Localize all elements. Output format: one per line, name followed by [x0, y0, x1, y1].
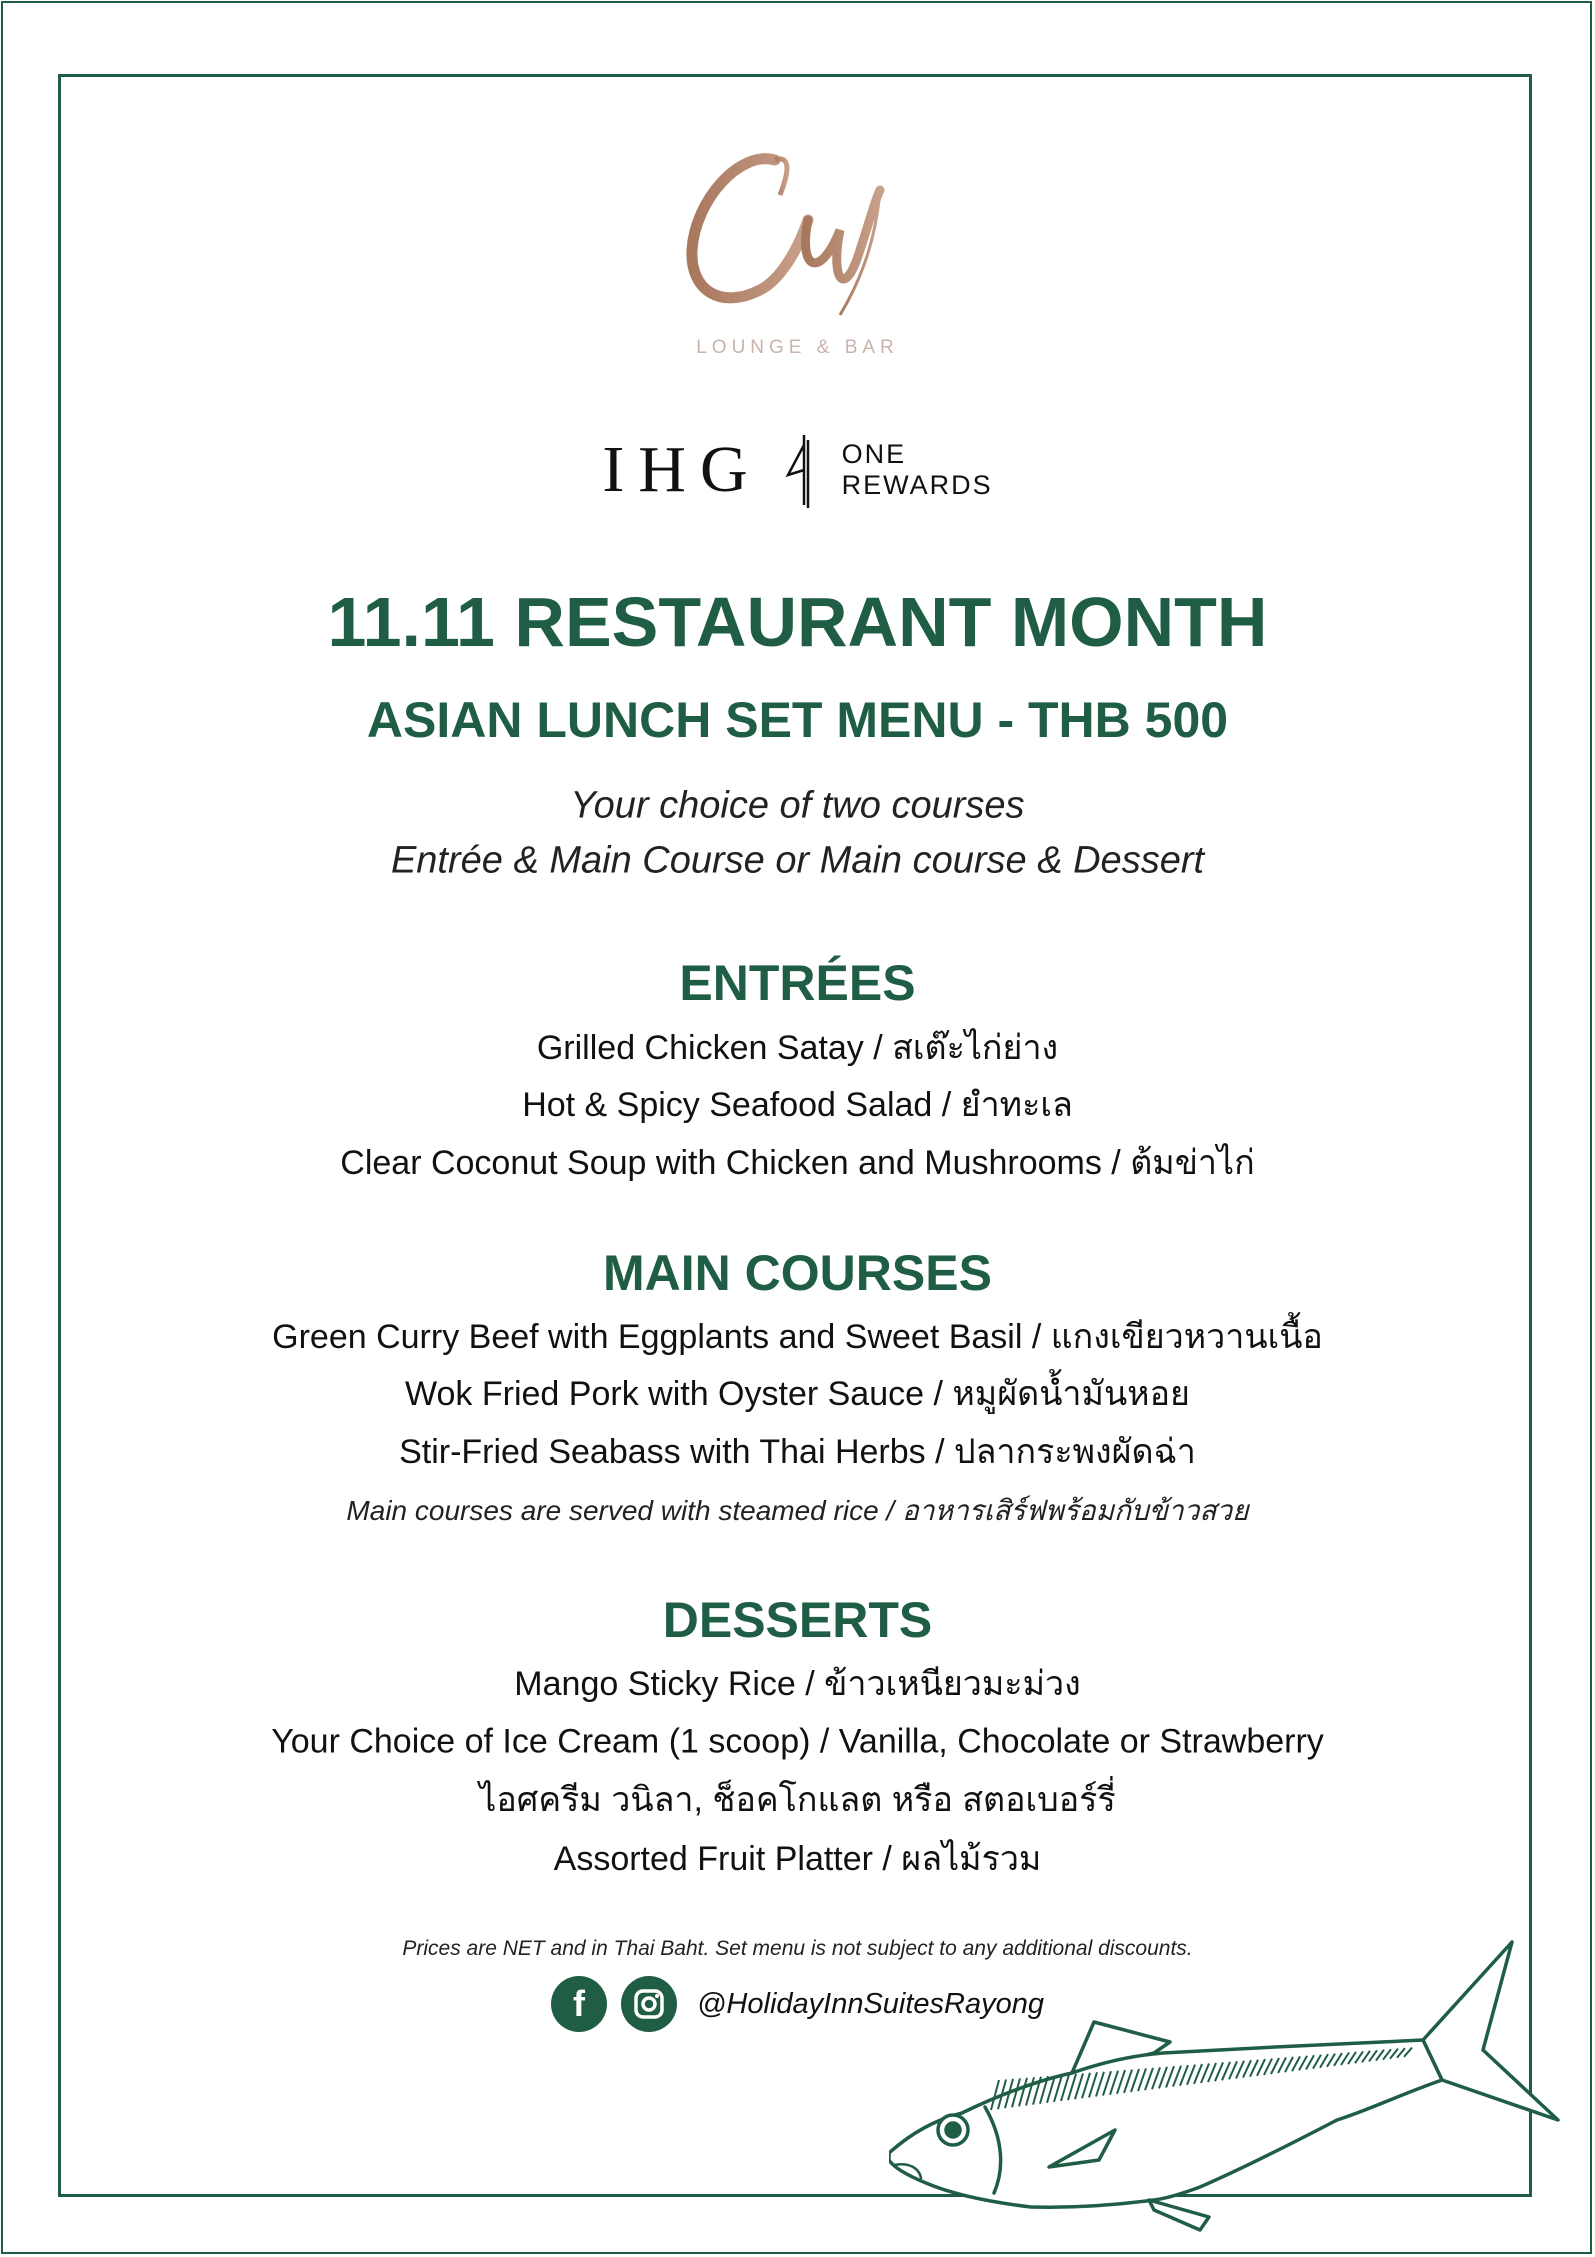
- social-handle[interactable]: @HolidayInnSuitesRayong: [696, 1987, 1045, 2020]
- intro-line-2: Entrée & Main Course or Main course & Dessert: [390, 839, 1205, 882]
- disclaimer: Prices are NET and in Thai Baht. Set menu is not subject to any additional discounts.: [402, 1937, 1193, 1960]
- fish-illustration: [889, 1940, 1569, 2240]
- section-heading-desserts: DESSERTS: [662, 1592, 933, 1648]
- rewards-label: REWARDS: [841, 470, 993, 500]
- menu-item: Mango Sticky Rice / ข้าวเหนียวมะม่วง: [514, 1665, 1081, 1703]
- page-subtitle: ASIAN LUNCH SET MENU - THB 500: [366, 692, 1229, 748]
- logo-subtitle: LOUNGE & BAR: [696, 337, 899, 358]
- main-courses-note: Main courses are served with steamed rice / อาหารเสิร์ฟพร้อมกับข้าวสวย: [346, 1495, 1249, 1526]
- ihg-one-icon: [782, 430, 822, 510]
- menu-item: Your Choice of Ice Cream (1 scoop) / Vanilla, Chocolate or Strawberry: [271, 1722, 1324, 1761]
- menu-item: Stir-Fried Seabass with Thai Herbs / ปลากระพงผัดฉ่า: [399, 1433, 1196, 1471]
- page-title: 11.11 RESTAURANT MONTH: [327, 583, 1268, 661]
- cu-logo: [680, 140, 920, 330]
- ihg-one-rewards-logo: [0, 430, 1595, 510]
- menu-item: Assorted Fruit Platter / ผลไม้รวม: [553, 1840, 1042, 1878]
- one-rewards-text: [842, 439, 993, 501]
- menu-item: Wok Fried Pork with Oyster Sauce / หมูผัดน้ำมันหอย: [405, 1375, 1190, 1413]
- section-heading-main-courses: MAIN COURSES: [603, 1245, 992, 1301]
- intro-line-1: Your choice of two courses: [570, 784, 1025, 827]
- ihg-wordmark: IHG: [602, 433, 762, 506]
- menu-item: Grilled Chicken Satay / สเต๊ะไก่ย่าง: [536, 1029, 1059, 1067]
- menu-item: Green Curry Beef with Eggplants and Sweet Basil / แกงเขียวหวานเนื้อ: [272, 1318, 1323, 1356]
- menu-item: Clear Coconut Soup with Chicken and Mushrooms / ต้มข่าไก่: [340, 1144, 1255, 1182]
- section-heading-entrees: ENTRÉES: [679, 955, 916, 1011]
- menu-item: ไอศครีม วนิลา, ช็อคโกแลต หรือ สตอเบอร์รี่: [479, 1781, 1116, 1819]
- one-label: ONE: [841, 439, 907, 469]
- instagram-icon[interactable]: [621, 1976, 677, 2032]
- menu-item: Hot & Spicy Seafood Salad / ยำทะเล: [522, 1086, 1073, 1124]
- facebook-icon[interactable]: f: [551, 1976, 607, 2032]
